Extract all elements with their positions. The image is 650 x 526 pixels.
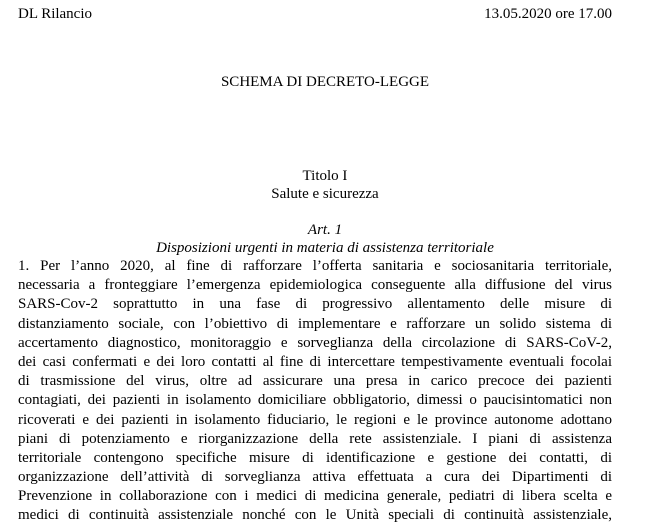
article-number: Art. 1 — [307, 222, 343, 238]
article-heading: Disposizioni urgenti in materia di assistenza territoriale — [156, 240, 494, 256]
document-title: SCHEMA DI DECRETO-LEGGE — [220, 74, 430, 90]
paragraph-line: di trasmissione del virus, oltre ad assicurare una presa in carico precoce dei pazienti — [18, 373, 612, 390]
paragraph-line: dei casi confermati e dei loro contatti al fine di intercettare tempestivamente eventuali focolai — [18, 353, 612, 370]
paragraph-line: piani di potenziamento e riorganizzazione della rete assistenziale. I piani di assistenza — [18, 430, 612, 447]
paragraph-line: SARS-Cov-2 soprattutto in una fase di progressivo allentamento delle misure di — [18, 296, 612, 313]
paragraph-line: territoriale contengono specifiche misure di identificazione e gestione dei contatti, di — [18, 449, 612, 466]
paragraph-line: Prevenzione in collaborazione con i medici di medicina generale, pediatri di libera scelta e — [18, 488, 612, 505]
paragraph-line: ricoverati e dei pazienti in isolamento fiduciario, le regioni e le province autonome adottano — [18, 411, 612, 428]
paragraph-line: 1. Per l’anno 2020, al fine di rafforzare l’offerta sanitaria e sociosanitaria territoriale, — [18, 258, 612, 274]
titolo-number: Titolo I — [302, 168, 348, 184]
titolo-subtitle: Salute e sicurezza — [271, 186, 379, 202]
header-date-label: 13.05.2020 ore 17.00 — [484, 6, 612, 22]
paragraph-line: accertamento diagnostico, monitoraggio e sorveglianza della circolazione di SARS-CoV-2, — [18, 334, 612, 351]
article-paragraph — [18, 257, 612, 526]
paragraph-line: contagiati, dei pazienti in isolamento domiciliare obbligatorio, dimessi o paucisintomatici non — [18, 392, 612, 409]
paragraph-line: distanziamento sociale, con l’obiettivo di implementare e rafforzare un solido sistema di — [18, 315, 612, 332]
header-left-label: DL Rilancio — [18, 6, 93, 22]
paragraph-line: organizzazione dell’attività di sorveglianza attiva effettuata a cura dei Dipartimenti di — [18, 469, 612, 486]
paragraph-line: necessaria a fronteggiare l’emergenza epidemiologica conseguente alla diffusione del virus — [18, 277, 612, 294]
paragraph-line: medici di continuità assistenziale nonché con le Unità speciali di continuità assistenziale, — [18, 507, 612, 524]
